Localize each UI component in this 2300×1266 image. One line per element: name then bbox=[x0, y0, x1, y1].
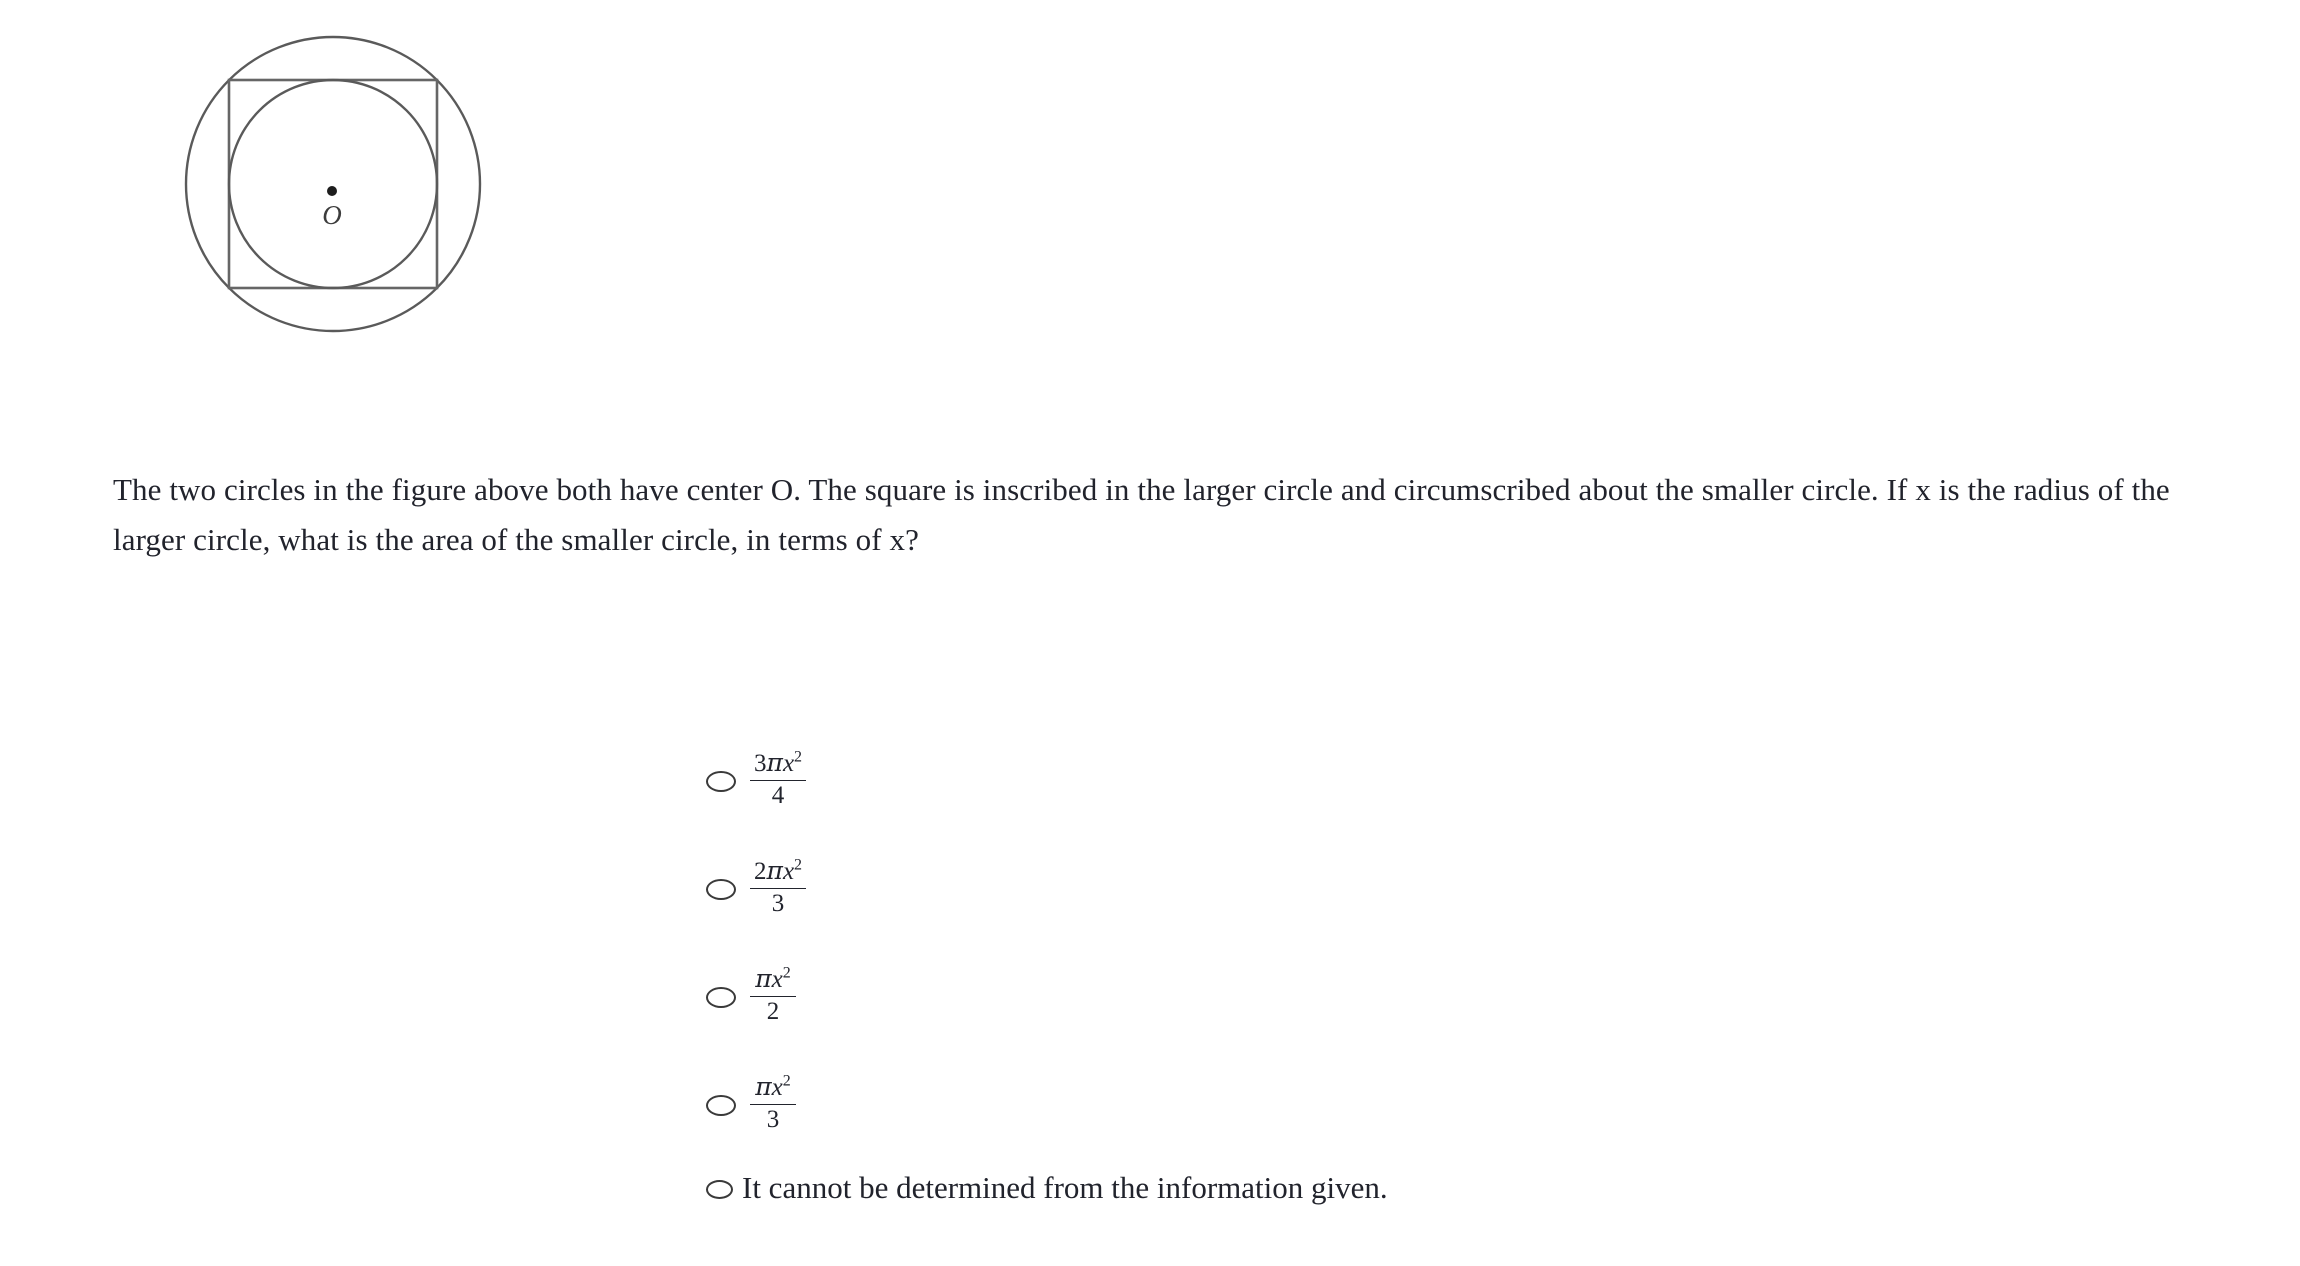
choice-d-variable: x bbox=[771, 1074, 783, 1102]
choice-b-exponent: 2 bbox=[794, 856, 803, 874]
choice-b-fraction bbox=[748, 858, 808, 918]
choice-a-pi: π bbox=[766, 748, 783, 778]
center-label-o: O bbox=[322, 200, 342, 230]
choice-c-denominator: 2 bbox=[766, 998, 780, 1026]
choice-a-coefficient: 3 bbox=[754, 750, 767, 778]
radio-button-a[interactable] bbox=[706, 771, 736, 792]
radio-button-d[interactable] bbox=[706, 1095, 736, 1116]
center-point-dot bbox=[327, 186, 337, 196]
choice-d-exponent: 2 bbox=[782, 1072, 791, 1090]
question-figure bbox=[170, 16, 500, 356]
answer-choice-d[interactable] bbox=[706, 1050, 2106, 1158]
choice-c-variable: x bbox=[771, 966, 783, 994]
choice-c-exponent: 2 bbox=[782, 964, 791, 982]
choice-b-denominator: 3 bbox=[771, 890, 785, 918]
radio-button-c[interactable] bbox=[706, 987, 736, 1008]
choice-a-variable: x bbox=[782, 750, 795, 778]
figure-svg bbox=[170, 16, 500, 356]
answer-choice-c[interactable] bbox=[706, 942, 2106, 1050]
answer-choice-e[interactable] bbox=[706, 1158, 2106, 1218]
answer-choice-list bbox=[706, 726, 2106, 1218]
choice-d-pi: π bbox=[755, 1072, 772, 1102]
answer-choice-b[interactable] bbox=[706, 834, 2106, 942]
choice-b-variable: x bbox=[782, 858, 795, 886]
inner-circle bbox=[229, 80, 437, 288]
choice-c-pi: π bbox=[755, 964, 772, 994]
radio-button-b[interactable] bbox=[706, 879, 736, 900]
choice-d-denominator: 3 bbox=[766, 1106, 780, 1134]
choice-a-denominator: 4 bbox=[771, 782, 785, 810]
choice-c-numerator bbox=[751, 966, 795, 996]
choice-b-coefficient: 2 bbox=[754, 858, 767, 886]
question-stem: The two circles in the figure above both have center O. The square is inscribed in the larger circle and circumscribed about the smaller circle. If x is the radius of the larger circle, what is the area of the smaller circle, in terms of x? bbox=[113, 472, 2170, 558]
choice-a-exponent: 2 bbox=[794, 748, 803, 766]
radio-button-e[interactable] bbox=[706, 1180, 733, 1199]
choice-a-fraction bbox=[748, 750, 808, 810]
answer-choice-a[interactable] bbox=[706, 726, 2106, 834]
choice-b-numerator bbox=[750, 858, 806, 888]
choice-e-label: It cannot be determined from the information given. bbox=[742, 1169, 1388, 1205]
choice-a-numerator bbox=[750, 750, 806, 780]
choice-c-fraction bbox=[748, 966, 798, 1026]
choice-d-numerator bbox=[751, 1074, 795, 1104]
choice-b-pi: π bbox=[766, 856, 783, 886]
choice-d-fraction bbox=[748, 1074, 798, 1134]
